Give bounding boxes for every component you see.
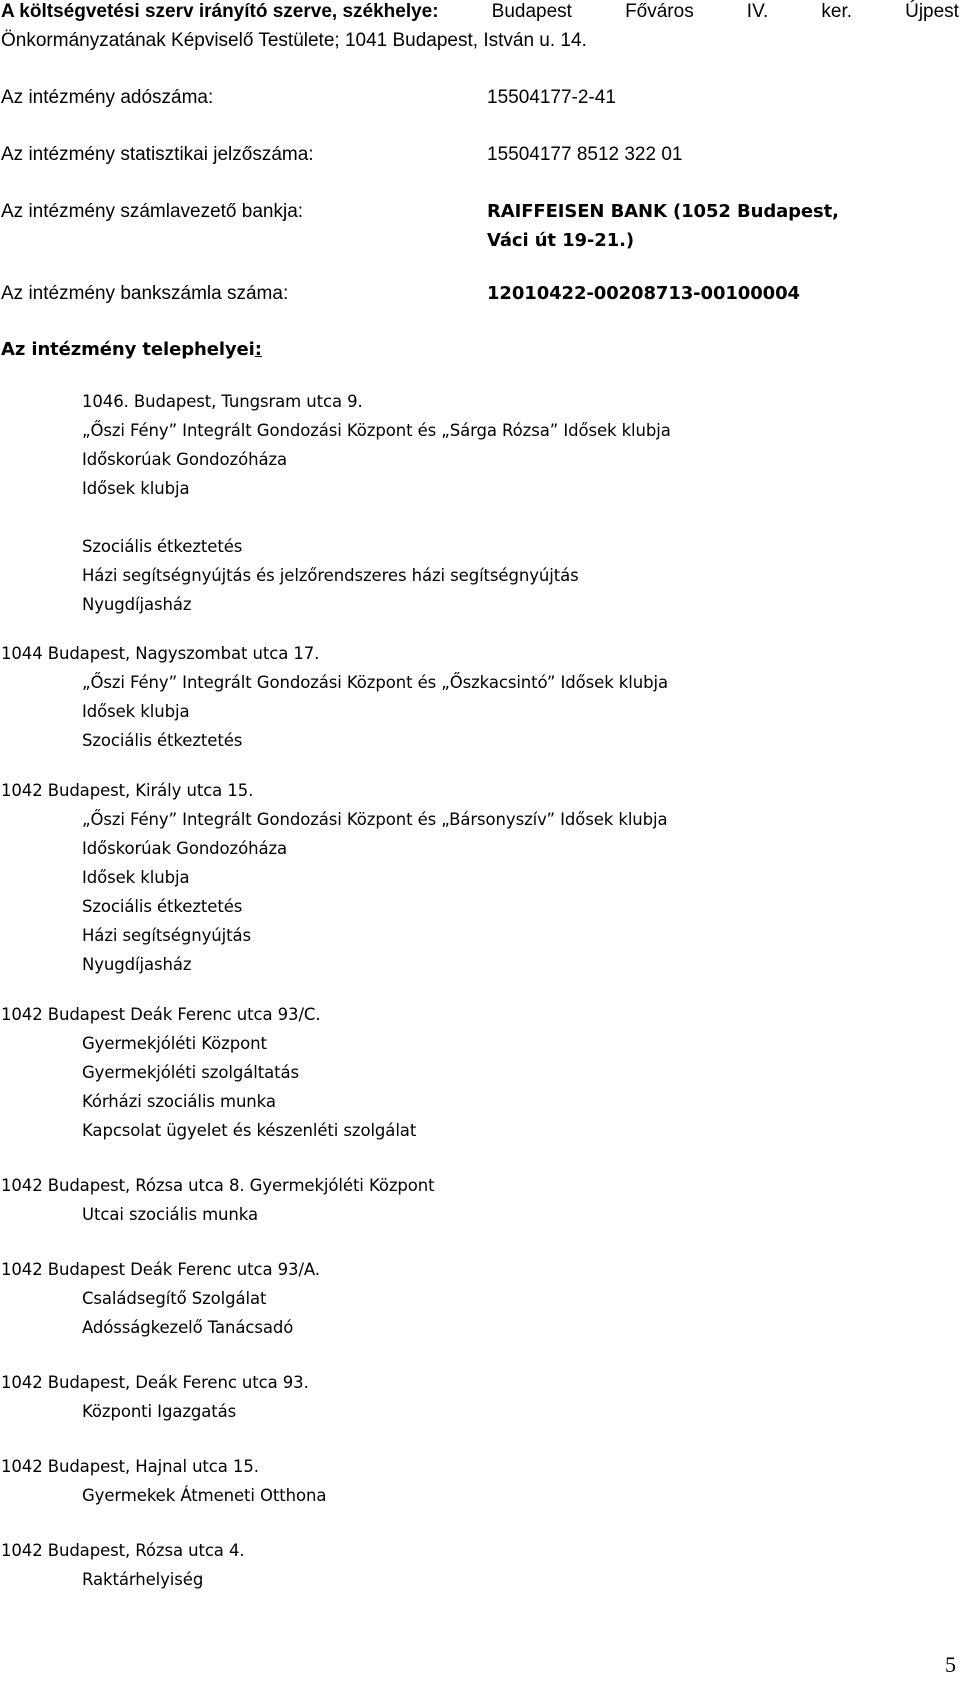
site-address: 1044 Budapest, Nagyszombat utca 17. xyxy=(1,644,320,663)
site-address: 1042 Budapest, Deák Ferenc utca 93. xyxy=(1,1373,309,1392)
site-service: Gyermekek Átmeneti Otthona xyxy=(82,1486,327,1505)
site-address: 1042 Budapest Deák Ferenc utca 93/C. xyxy=(1,1005,321,1024)
site-service: „Őszi Fény” Integrált Gondozási Központ és „Bársonyszív” Idősek klubja xyxy=(82,810,668,829)
governing-body-word: Főváros xyxy=(625,1,694,22)
site-service: Raktárhelyiség xyxy=(82,1570,204,1589)
governing-body-word: Újpest xyxy=(905,1,959,22)
bank-value-line-2: Váci út 19-21.) xyxy=(487,230,635,251)
site-address: 1042 Budapest, Rózsa utca 8. Gyermekjóléti Központ xyxy=(1,1176,435,1195)
site-service: Adósságkezelő Tanácsadó xyxy=(82,1318,294,1337)
site-service: Szociális étkeztetés xyxy=(82,731,243,750)
site-service: Házi segítségnyújtás és jelzőrendszeres házi segítségnyújtás xyxy=(82,566,579,585)
governing-body-word: ker. xyxy=(821,1,853,22)
site-service: Idősek klubja xyxy=(82,479,190,498)
site-service: Családsegítő Szolgálat xyxy=(82,1289,267,1308)
sites-heading-text: Az intézmény telephelyei xyxy=(1,339,255,360)
tax-number-label: Az intézmény adószáma: xyxy=(1,87,214,108)
site-address: 1042 Budapest, Hajnal utca 15. xyxy=(1,1457,259,1476)
site-service: „Őszi Fény” Integrált Gondozási Központ és „Sárga Rózsa” Idősek klubja xyxy=(82,421,671,440)
site-service: Utcai szociális munka xyxy=(82,1205,258,1224)
site-service: Időskorúak Gondozóháza xyxy=(82,839,288,858)
site-service: Kapcsolat ügyelet és készenléti szolgálat xyxy=(82,1121,417,1140)
governing-body-word: IV. xyxy=(746,1,769,22)
sites-heading xyxy=(1,338,262,362)
tax-number-value: 15504177-2-41 xyxy=(487,87,616,108)
site-service: Idősek klubja xyxy=(82,868,190,887)
statistical-code-label: Az intézmény statisztikai jelzőszáma: xyxy=(1,144,314,165)
site-service: Központi Igazgatás xyxy=(82,1402,237,1421)
bank-label: Az intézmény számlavezető bankja: xyxy=(1,201,304,222)
governing-body-word: Budapest xyxy=(491,1,572,22)
site-service: Nyugdíjasház xyxy=(82,955,192,974)
governing-body-label: A költségvetési szerv irányító szerve, székhelye: xyxy=(1,1,439,22)
site-address: 1042 Budapest Deák Ferenc utca 93/A. xyxy=(1,1260,320,1279)
site-service: Idősek klubja xyxy=(82,702,190,721)
header-line-1 xyxy=(1,0,959,24)
site-address: 1046. Budapest, Tungsram utca 9. xyxy=(82,392,363,411)
page-number: 5 xyxy=(945,1652,956,1677)
bank-value-line-1: RAIFFEISEN BANK (1052 Budapest, xyxy=(487,201,839,222)
site-service: Szociális étkeztetés xyxy=(82,897,243,916)
sites-heading-colon: : xyxy=(254,339,262,360)
site-address: 1042 Budapest, Király utca 15. xyxy=(1,781,254,800)
bank-account-label: Az intézmény bankszámla száma: xyxy=(1,283,289,304)
site-service: Házi segítségnyújtás xyxy=(82,926,251,945)
site-service: „Őszi Fény” Integrált Gondozási Központ és „Őszkacsintó” Idősek klubja xyxy=(82,673,668,692)
site-service: Időskorúak Gondozóháza xyxy=(82,450,288,469)
bank-account-value: 12010422-00208713-00100004 xyxy=(487,283,800,304)
site-service: Nyugdíjasház xyxy=(82,595,192,614)
site-service: Szociális étkeztetés xyxy=(82,537,243,556)
site-service: Kórházi szociális munka xyxy=(82,1092,276,1111)
governing-body-line-2: Önkormányzatának Képviselő Testülete; 1041 Budapest, István u. 14. xyxy=(1,30,587,51)
statistical-code-value: 15504177 8512 322 01 xyxy=(487,144,683,165)
site-service: Gyermekjóléti szolgáltatás xyxy=(82,1063,299,1082)
site-service: Gyermekjóléti Központ xyxy=(82,1034,267,1053)
site-address: 1042 Budapest, Rózsa utca 4. xyxy=(1,1541,245,1560)
